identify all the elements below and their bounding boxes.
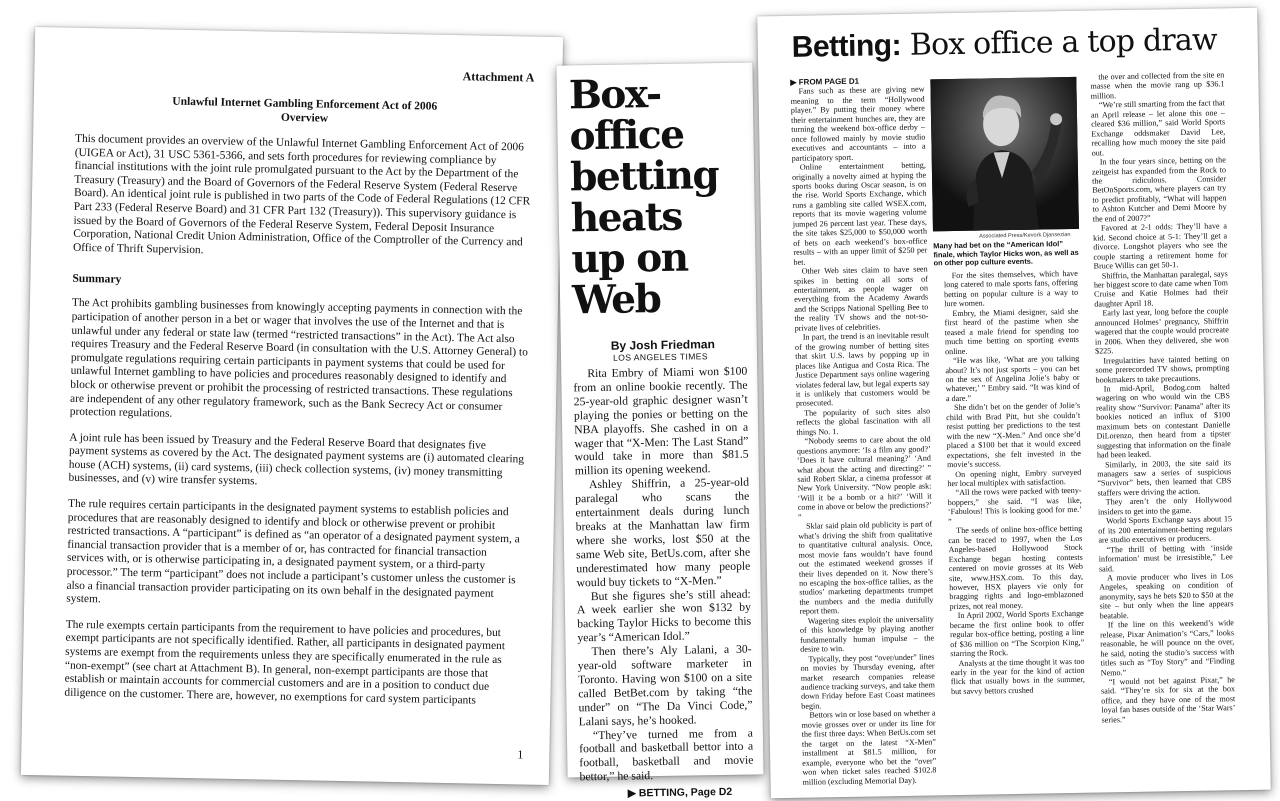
article-paragraph: If the line on this weekend’s wide release, Pixar Animation’s “Cars,” looks reasonable, he will pounce on the over, he said, noting the studio’s success with titles such as “Toy Story” and “Finding Nemo.”: [1099, 618, 1235, 678]
article-paragraph: “I would not bet against Pixar,” he said. “They’re six for six at the box office, and they have one of the most loyal fan bases outside of the ‘Star Wars’ series.”: [1100, 675, 1236, 725]
intro-paragraph: This document provides an overview of the Unlawful Internet Gambling Enforcement Act of 2006 (UIGEA or Act), 31 USC 5361-5366, and sets forth procedures for reviewing compliance by financial institutions with the joint rule promulgated pursuant to the Act by the Department of the Treasury (Treasury) and the Board of Governors of the Federal Reserve System (Federal Reserve Board). An identical joint rule is published in two parts of the Code of Federal Regulations (12 CFR Part 233 (Federal Reserve Board) and 31 CFR Part 132 (Treasury)). This supervisory guidance is issued by the Board of Governors of the Federal Reserve System, Federal Deposit Insurance Corporation, National Credit Union Administration, Office of the Comptroller of the Currency and Office of Thrift Supervision.: [72, 132, 531, 257]
clipping-byline: By Josh Friedman: [610, 337, 715, 353]
article-paragraph: In April 2002, World Sports Exchange became the first online book to offer regular box-office betting, posting a line of $36 million on “The Scorpion King,” starring the Rock.: [949, 609, 1085, 659]
newspaper-headline: [791, 22, 1217, 64]
article-paragraph: Favored at 2-1 odds: They’ll have a kid. Second choice at 5-1: They’ll get a divorce. Longshot players who see the couple starting a retirement home for Bruce Willis can get 50-1.: [1093, 221, 1228, 271]
clipping-paragraph: Then there’s Aly Lalani, a 30-year-old software marketer in Toronto. Having won $100 on a site called BetBet.com by taking “the under” on “The Da Vinci Code,” Lalani says, he’s hooked.: [577, 642, 753, 728]
headline-bold-part: Betting:: [791, 28, 902, 64]
article-paragraph: “We’re still smarting from the fact that an April release – let alone this one – cleared $36 million,” said World Sports Exchange oddsmaker David Lee, recalling how much money the site paid out.: [1090, 98, 1226, 158]
newspaper-page: [757, 8, 1271, 799]
clipping-agency: LOS ANGELES TIMES: [612, 351, 709, 363]
article-paragraph: Wagering sites exploit the universality of this knowledge by playing another fundamentally human impulse – the desire to win.: [799, 614, 935, 654]
article-paragraph: the over and collected from the site en masse when the movie rang up $36.1 million.: [1090, 70, 1225, 101]
clipping-jump-line: ▶ BETTING, Page D2: [627, 786, 733, 800]
article-paragraph: A movie producer who lives in Los Angeles, speaking on condition of anonymity, says he bets $20 to $50 at the site – but only when the line appears beatable.: [1099, 571, 1234, 621]
article-columns: [790, 70, 1242, 790]
article-paragraph: They aren’t the only Hollywood insiders to get into the game.: [1097, 495, 1232, 517]
article-paragraph: Embry, the Miami designer, said she first heard of the pastime when she teased a male friend for spending too much time betting on sporting events online.: [944, 306, 1079, 356]
article-column-1: [790, 76, 936, 787]
article-paragraph: Shiffrin, the Manhattan paralegal, says her biggest score to date came when Tom Cruise and Katie Holmes had their daughter April 18.: [1093, 268, 1229, 309]
taylor-hicks-photo: [930, 77, 1079, 232]
article-paragraph: Fans such as these are giving new meaning to the term “Hollywood player.” By putting their money where their entertainment hunches are, they are turning the weekend box-office derby – once followed mainly by movie studio executives and accountants – into a participatory sport.: [790, 84, 926, 163]
article-paragraph: Analysts at the time thought it was too early in the year for the kind of action flick that usually bows in the summer, but savvy bettors crushed: [950, 656, 1085, 697]
article-paragraph: The seeds of online box-office betting can be traced to 1997, when the Los Angeles-based Hollywood Stock Exchange began hosting contests centered on movie grosses at its Web site, www.HSX.com. To this day, however, HSX players vie only for bragging rights and logo-emblazoned prizes, not real money.: [948, 524, 1084, 612]
article-paragraph: In mid-April, Bodog.com halted wagering on who would win the CBS reality show “Survivor: Panama” after its bookies noticed an influx of $100 maximum bets on contestant Danielle DiLorenzo, then heard from a tipster suggesting that information on the finale had been leaked.: [1095, 382, 1231, 460]
article-paragraph: The popularity of such sites also reflects the global fascination with all things No. 1.: [796, 406, 931, 437]
article-paragraph: In part, the trend is an inevitable result of the growing number of betting sites that skirt U.S. laws by popping up in places like Antigua and Costa Rica. The Justice Department says online wagering violates federal law, but legal experts say it is unlikely that customers would be prosecuted.: [794, 330, 930, 409]
article-paragraph: Early last year, long before the couple announced Holmes’ pregnancy, Shiffrin wagered that the couple would procreate in 2006. When they delivered, she won $225.: [1094, 306, 1230, 356]
summary-heading: Summary: [72, 272, 122, 287]
article-paragraph: “All the rows were packed with teeny-boppers,” she said. “I was like, ‘Fabulous! This is looking good for me.’ ”: [947, 486, 1082, 526]
article-paragraph: In the four years since, betting on the zeitgeist has expanded from the Rock to the ridiculous. Consider BetOnSports.com, where players can try to predict profitably, “What will happen to Ashton Kutcher and Demi Moore by the end of 2007?”: [1091, 155, 1227, 224]
document-title: [75, 93, 533, 130]
uigea-overview-page: [21, 27, 563, 785]
article-paragraph: World Sports Exchange says about 15 of its 200 entertainment-betting regulars are studio executives or producers.: [1098, 514, 1233, 545]
news-clipping: [556, 63, 763, 800]
document-title-line2: Overview: [280, 111, 329, 125]
summary-paragraph-2: A joint rule has been issued by Treasury and the Federal Reserve Board that designates five payment systems as covered by the Act. The designated payment systems are (i) automated clearing house (ACH) systems, (ii) card systems, (iii) check collection systems, (iv) money transmitting businesses, and (v) wire transfer systems.: [68, 431, 525, 488]
article-paragraph: “The thrill of betting with ‘inside information’ must be irresistible,” Lee said.: [1098, 542, 1233, 574]
article-paragraph: Bettors win or lose based on whether a movie grosses over or under its line for the first three days: When BetUs.com set the target on the latest “X-Men” installment at $81.5 million, for example, everyone who bet the “over” won when ticket sales reached $102.8 million (excluding Memorial Day).: [801, 708, 937, 787]
clipping-paragraph: Ashley Shiffrin, a 25-year-old paralegal who scans the entertainment deals during lunch breaks at the Manhattan law firm where she works, lost $50 at the same Web site, BetUs.com, after she underestimated how many people would buy tickets to “X-Men.”: [575, 475, 751, 589]
summary-paragraph-3: The rule requires certain participants in the designated payment systems to establish policies and procedures that are reasonably designed to identify and block or otherwise prevent or prohibit restricted transactions. A “participant” is defined as “an operator of a designated payment system, a financial transaction provider that is a member of or, has contracted for financial transaction services with, or is otherwise participating in, a designated payment system, or a third-party processor.” The term “participant” does not include a participant’s customer unless the customer is also a financial transaction provider participating on its own behalf in the designated payment system.: [66, 497, 520, 606]
article-paragraph: Other Web sites claim to have seen spikes in betting on all sorts of entertainment, as people wager on everything from the Academy Awards and the Scripps National Spelling Bee to the reality TV shows and the not-so-private lives of celebrities.: [793, 264, 929, 333]
article-paragraph: She didn’t bet on the gender of Jolie’s child with Brad Pitt, but she couldn’t resist putting her predictions to the test with the new “X-Men.” And once she’d placed a $100 bet that it would exceed expectations, she felt invested in the movie’s success.: [946, 401, 1081, 470]
summary-paragraph-4: The rule exempts certain participants from the requirement to have policies and procedures, but exempt participants are not specifically identified. Rather, all participants in designated payment systems are exempt from the requirements unless they are specifically enumerated in the rule as “non-exempt” (see chart at Attachment B). In general, non-exempt participants are those that establish or maintain accounts for commercial customers and are in a position to conduct due diligence on the customer. There are, however, no exemptions for card system participants: [64, 618, 506, 707]
document-title-line1: Unlawful Internet Gambling Enforcement Act of 2006: [172, 95, 438, 113]
article-column-2: [944, 269, 1085, 697]
clipping-headline: Box-office betting heats up on Web: [568, 70, 719, 324]
performer-silhouette-icon: [930, 77, 1079, 232]
attachment-label: Attachment A: [462, 69, 535, 85]
from-page-label: ▶ FROM PAGE D1: [790, 76, 860, 87]
article-paragraph: Online entertainment betting, originally a novelty aimed at hyping the sports books during Oscar season, is on the rise. World Sports Exchange, which runs a gambling site called WSEX.com, reports that its movie wagering volume jumped 26 percent last year. These days, the site takes $25,000 to $50,000 worth of bets on each weekend’s box-office results – with an upper limit of $250 per bet.: [791, 160, 928, 267]
article-paragraph: For the sites themselves, which have long catered to male sports fans, offering betting on popular culture is a way to lure women.: [943, 268, 1079, 309]
page-number: 1: [517, 747, 524, 762]
article-paragraph: Similarly, in 2003, the site said its managers saw a series of suspicious “Survivor” bets, then learned that CBS staffers were driving the action.: [1097, 457, 1232, 498]
photo-caption: Many had bet on the “American Idol” finale, which Taylor Hicks won, as well as on other pop culture events.: [933, 239, 1079, 268]
headline-regular-part: Box office a top draw: [900, 22, 1218, 63]
article-paragraph: Sklar said plain old publicity is part of what’s driving the shift from qualitative to quantitative cultural analysis. Once, most movie fans wouldn’t have found out the estimated weekend grosses if their lives depended on it. Now there’s no escaping the box-office tallies, as the studios’ marketing departments trumpet the numbers and the media dutifully report them.: [798, 519, 934, 617]
article-paragraph: “Nobody seems to care about the old questions anymore: ‘Is a film any good?’ ‘Does it have cultural meaning?’ ‘And what about the acting and directing?’ ” said Robert Sklar, a cinema professor at New York University. “Now people ask: ‘Will it be a bomb or a hit?’ ‘Will it come in above or below the predictions?’ ”: [796, 434, 932, 522]
article-paragraph: “He was like, ‘What are you talking about? It’s not just sports – you can bet on the sex of Angelina Jolie’s baby or whatever,’ ” Embry said. “It was kind of a dare.”: [945, 353, 1080, 404]
clipping-paragraph: Rita Embry of Miami won $100 from an online bookie recently. The 25-year-old graphic designer wasn’t playing the ponies or betting on the NBA playoffs. She cashed in on a wager that “X-Men: The Last Stand” would take in more than $81.5 million its opening weekend.: [573, 364, 749, 478]
summary-paragraph-1: The Act prohibits gambling businesses from knowingly accepting payments in connection with the participation of another person in a bet or wager that involves the use of the Internet and that is unlawful under any federal or state law (termed “restricted transactions” in the Act). The Act also requires Treasury and the Federal Reserve Board (in consultation with the U.S. Attorney General) to promulgate regulations requiring certain participants in payment systems that could be used for unlawful Internet gambling to have policies and procedures reasonably designed to identify and block or otherwise prevent or prohibit the processing of restricted transactions. These regulations are independent of any other regulatory framework, such as the Bank Secrecy Act or consumer protection regulations.: [69, 297, 528, 420]
article-column-3: [1090, 70, 1235, 725]
clipping-paragraph: But she figures she’s still ahead: A week earlier she won $132 by backing Taylor Hicks to become this year’s “American Idol.”: [576, 587, 752, 645]
article-paragraph: Typically, they post “over/under” lines on movies by Thursday evening, after market research companies release audience tracking surveys, and take them down Friday before East Coast matinees begin.: [800, 652, 936, 711]
article-paragraph: Irregularities have tainted betting on some prerecorded TV shows, prompting bookmakers to take precautions.: [1095, 353, 1230, 385]
photo-credit: Associated Press/Kevork Djansezian: [979, 231, 1071, 240]
clipping-paragraph: “They’ve turned me from a football and basketball bettor into a football, basketball and movie bettor,” he said.: [579, 726, 754, 784]
article-paragraph: On opening night, Embry surveyed her local multiplex with satisfaction.: [947, 467, 1082, 489]
